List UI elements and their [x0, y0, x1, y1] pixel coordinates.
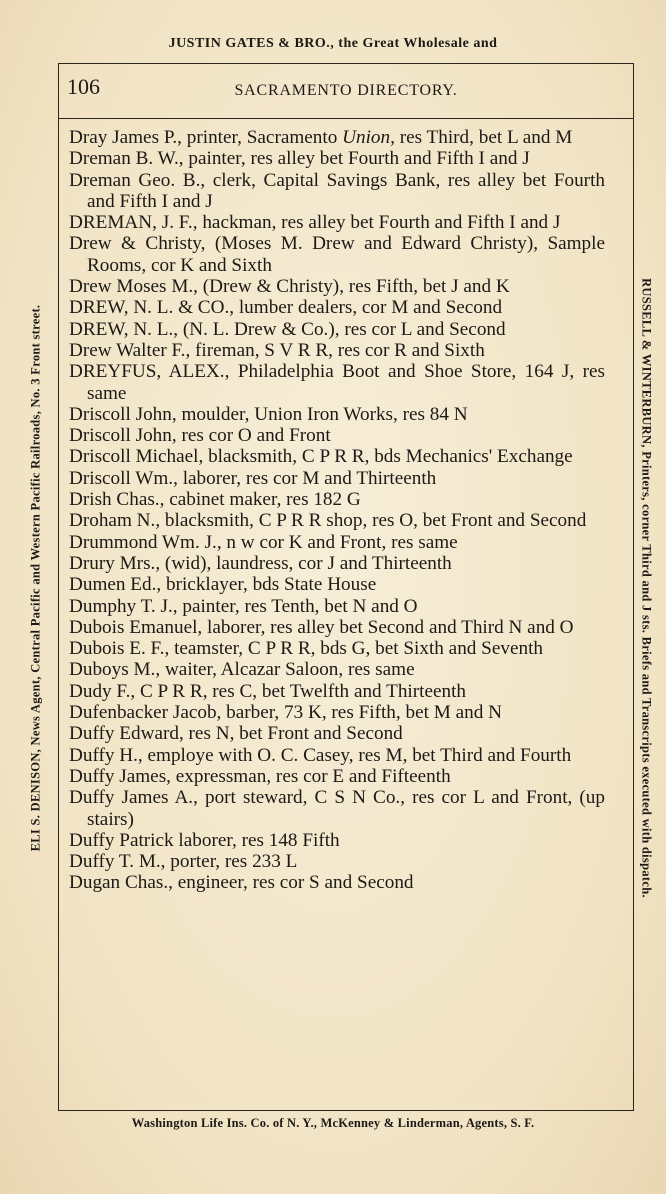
- bottom-advertisement: Washington Life Ins. Co. of N. Y., McKenney & Linderman, Agents, S. F.: [131, 1116, 535, 1130]
- directory-entry: [69, 276, 605, 297]
- directory-entry: [69, 532, 605, 553]
- entry-text: Dreman Geo. B., clerk, Capital Savings Bank, res alley bet Fourth and Fifth I and J: [69, 169, 605, 212]
- entry-text: Dubois Emanuel, laborer, res alley bet Second and Third N and O: [69, 616, 574, 638]
- entry-text: Driscoll John, res cor O and Front: [69, 425, 331, 447]
- entry-text: Drew Moses M., (Drew & Christy), res Fifth, bet J and K: [69, 276, 510, 298]
- entry-text: DREYFUS, ALEX., Philadelphia Boot and Shoe Store, 164 J, res same: [69, 361, 605, 404]
- directory-entry: [69, 638, 605, 659]
- directory-entry: [69, 425, 605, 446]
- directory-entry: [69, 319, 605, 340]
- directory-entry: [69, 851, 605, 872]
- entry-italic-text: Union,: [342, 127, 395, 148]
- directory-entry: [69, 723, 605, 744]
- directory-entry: [69, 468, 605, 489]
- page-number: 106: [67, 74, 100, 99]
- entry-text: Dumen Ed., bricklayer, bds State House: [69, 574, 377, 596]
- entry-text: Drury Mrs., (wid), laundress, cor J and Thirteenth: [69, 552, 452, 574]
- directory-entry: [69, 212, 605, 233]
- directory-entry: [69, 574, 605, 595]
- directory-entry: [69, 233, 605, 276]
- entry-text: Dudy F., C P R R, res C, bet Twelfth and Thirteenth: [69, 680, 467, 702]
- directory-entry: [69, 596, 605, 617]
- entry-text: DREW, N. L. & CO., lumber dealers, cor M and Second: [69, 297, 503, 319]
- top-advertisement: JUSTIN GATES & BRO., the Great Wholesale and: [168, 36, 498, 51]
- directory-entry: [69, 617, 605, 638]
- directory-entry: [69, 787, 605, 830]
- directory-entry: [69, 681, 605, 702]
- entry-text: Dumphy T. J., painter, res Tenth, bet N and O: [69, 595, 418, 617]
- page-header: [59, 64, 633, 120]
- directory-entry: [69, 510, 605, 531]
- right-margin-advertisement: RUSSELL & WINTERBURN, Printers, corner Third and J sts. Briefs and Transcripts executed with dispatch.: [639, 278, 654, 898]
- entry-text: Dugan Chas., engineer, res cor S and Second: [69, 872, 414, 894]
- entry-text: Drummond Wm. J., n w cor K and Front, res same: [69, 531, 458, 553]
- directory-entry: [69, 830, 605, 851]
- left-margin-advertisement: ELI S. DENISON, News Agent, Central Pacific and Western Pacific Railroads, No. 3 Front street.: [28, 304, 43, 852]
- running-head: SACRAMENTO DIRECTORY.: [234, 82, 458, 99]
- directory-entry: [69, 702, 605, 723]
- entry-text: Drew Walter F., fireman, S V R R, res cor R and Sixth: [69, 339, 485, 361]
- directory-entry: [69, 872, 605, 893]
- page-frame: [58, 63, 634, 1111]
- directory-entries: [69, 127, 605, 894]
- directory-entry: [69, 446, 605, 467]
- directory-entry: [69, 489, 605, 510]
- directory-entry: [69, 148, 605, 169]
- entry-text: Dubois E. F., teamster, C P R R, bds G, bet Sixth and Seventh: [69, 638, 543, 660]
- entry-text: Driscoll John, moulder, Union Iron Works, res 84 N: [69, 403, 468, 425]
- directory-entry: [69, 766, 605, 787]
- entry-text: Duffy H., employe with O. C. Casey, res M, bet Third and Fourth: [69, 744, 572, 766]
- entry-text: Duffy Edward, res N, bet Front and Second: [69, 723, 403, 745]
- directory-entry: [69, 297, 605, 318]
- entry-text: Drew & Christy, (Moses M. Drew and Edward Christy), Sample Rooms, cor K and Sixth: [69, 233, 605, 276]
- entry-text: Driscoll Michael, blacksmith, C P R R, bds Mechanics' Exchange: [69, 446, 573, 468]
- header-rule: [59, 118, 633, 119]
- entry-text: Driscoll Wm., laborer, res cor M and Thirteenth: [69, 467, 437, 489]
- directory-entry: [69, 170, 605, 213]
- entry-text: Droham N., blacksmith, C P R R shop, res O, bet Front and Second: [69, 510, 587, 532]
- entry-text: Duffy James A., port steward, C S N Co., res cor L and Front, (up stairs): [69, 787, 605, 830]
- directory-entry: [69, 340, 605, 361]
- entry-text: Duffy James, expressman, res cor E and Fifteenth: [69, 765, 451, 787]
- entry-text: Duffy Patrick laborer, res 148 Fifth: [69, 829, 340, 851]
- entry-text: Dray James P., printer, Sacramento: [69, 127, 343, 148]
- entry-text-continued: res Third, bet L and M: [394, 127, 573, 148]
- directory-entry: [69, 745, 605, 766]
- entry-text: Dreman B. W., painter, res alley bet Fourth and Fifth I and J: [69, 148, 530, 170]
- directory-entry: [69, 127, 605, 148]
- entry-text: DREW, N. L., (N. L. Drew & Co.), res cor L and Second: [69, 318, 506, 340]
- entry-text: Drish Chas., cabinet maker, res 182 G: [69, 489, 361, 511]
- entry-text: Duffy T. M., porter, res 233 L: [69, 851, 298, 873]
- directory-entry: [69, 659, 605, 680]
- entry-text: Duboys M., waiter, Alcazar Saloon, res same: [69, 659, 415, 681]
- entry-text: DREMAN, J. F., hackman, res alley bet Fourth and Fifth I and J: [69, 212, 561, 234]
- directory-entry: [69, 404, 605, 425]
- directory-entry: [69, 361, 605, 404]
- directory-entry: [69, 553, 605, 574]
- entry-text: Dufenbacker Jacob, barber, 73 K, res Fifth, bet M and N: [69, 702, 502, 724]
